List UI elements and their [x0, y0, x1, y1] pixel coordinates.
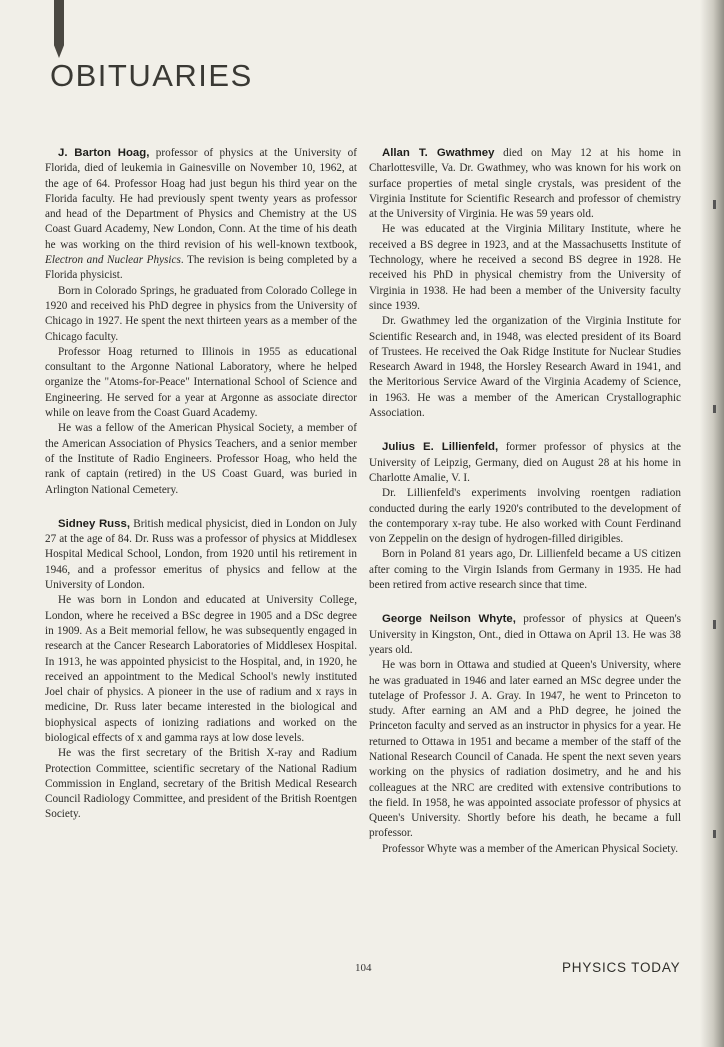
obituary-hoag — [45, 146, 357, 498]
section-title: OBITUARIES — [50, 58, 253, 93]
edge-mark — [713, 405, 716, 413]
book-title: Electron and Nuclear Physics — [45, 254, 181, 267]
obituary-paragraph: Dr. Lillienfeld's experiments involving roentgen radiation conducted during the early 1920's contributed to the development of the contemporary x-ray tube. He also worked with Count Ferdinand von Zeppelin on the design of hydrogen-filled dirigibles. — [369, 487, 681, 546]
obituary-paragraph: J. Barton Hoag, professor of physics at the University of Florida, died of leukemia in Gainesville on November 10, 1962, at the age of 64. Professor Hoag had just begun his third year on the Florida faculty. He had previously spent twenty years as professor and head of the Department of Physics and Chemistry at the US Coast Guard Academy, New London, Conn. At the time of his death he was working on the third revision of his well-known textbook, Electron and Nuclear Physics. The revision is being completed by a Florida physicist. — [45, 147, 357, 282]
journal-name: PHYSICS TODAY — [562, 960, 681, 975]
page-number: 104 — [355, 962, 372, 974]
edge-mark — [713, 830, 716, 838]
right-column — [369, 146, 681, 876]
obituary-paragraph: He was born in London and educated at University College, London, where he received a BSc degree in 1905 and a DSc degree in 1909. As a Beit memorial fellow, he was subsequently engaged in research at the Cancer Research Laboratories of Middlesex Hospital. In 1913, he was appointed physicist to the Hospital, and, in 1920, he received an appointment to the Medical School's newly instituted Joel chair of physics. A pioneer in the use of radium and x rays in medicine, Dr. Russ later became interested in the biological and biophysical aspects of ionizing radiations and worked on the biological effects of x and gamma rays at low dose levels. — [45, 594, 357, 744]
obituary-paragraph: He was a fellow of the American Physical Society, a member of the American Association of Physics Teachers, and a senior member of the Institute of Radio Engineers. Professor Hoag, who held the rank of captain (retired) in the US Coast Guard, was buried in Arlington National Cemetery. — [45, 422, 357, 496]
edge-mark — [713, 200, 716, 209]
obituary-name: Julius E. Lillienfeld, — [382, 441, 499, 454]
obituary-whyte — [369, 612, 681, 857]
edge-mark — [713, 620, 716, 629]
page-edge-shadow — [700, 0, 724, 1047]
obituary-name: Allan T. Gwathmey — [382, 147, 495, 159]
section-marker — [54, 0, 64, 58]
left-column — [45, 146, 357, 842]
obituary-paragraph: Professor Whyte was a member of the American Physical Society. — [382, 842, 679, 855]
obituary-paragraph: Born in Poland 81 years ago, Dr. Lillienfeld became a US citizen after coming to the Virgin Islands from Germany in 1935. He had been retired from active research since that time. — [369, 548, 681, 592]
obituary-name: George Neilson Whyte, — [382, 613, 516, 626]
obituary-name: Sidney Russ, — [58, 517, 130, 530]
obituary-name: J. Barton Hoag, — [58, 147, 150, 159]
obituary-lillienfeld — [369, 440, 681, 593]
obituary-paragraph: Professor Hoag returned to Illinois in 1955 as educational consultant to the Argonne National Laboratory, where he helped organize the "Atoms-for-Peace" International School of Science and Engineering. He served for a year at Argonne as associate director while on leave from the Coast Guard Academy. — [45, 345, 357, 420]
obituary-paragraph: Julius E. Lillienfeld, former professor of physics at the University of Leipzig, Germany, died on August 28 at his home in Charlotte Amalie, V. I. — [369, 441, 681, 484]
obituary-paragraph: He was born in Ottawa and studied at Queen's University, where he was graduated in 1946 and later earned an MSc degree under the tutelage of Professor J. A. Gray. In 1947, he went to Princeton to study. After earning an AM and a PhD degree, he joined the Princeton faculty and served as an instructor in physics for a year. He returned to Ottawa in 1951 and became a member of the staff of the National Research Council of Canada. He spent the next seven years working on the physics of radiation dosimetry, and he and his colleagues at the NRC are credited with extensive contributions to the field. In 1958, he was appointed associate professor of physics at Queen's University. Shortly before his death, he became a full professor. — [369, 659, 681, 840]
obituary-paragraph: Allan T. Gwathmey died on May 12 at his home in Charlottesville, Va. Dr. Gwathmey, who was known for his work on surface properties of metal single crystals, was president of the Virginia Institute for Scientific Research and professor of chemistry at the University of Virginia. He was 59 years old. — [369, 147, 681, 221]
obituary-paragraph: Sidney Russ, British medical physicist, died in London on July 27 at the age of 84. Dr. Russ was a professor of physics at Middlesex Hospital Medical School, London, from 1920 until his retirement in 1946, and a professor emeritus of physics and fellow at the University of London. — [45, 517, 357, 592]
obituary-gwathmey — [369, 146, 681, 421]
obituary-paragraph: George Neilson Whyte, professor of physics at Queen's University in Kingston, Ont., died in Ottawa on April 13. He was 38 years old. — [369, 613, 682, 656]
obituary-paragraph: He was educated at the Virginia Military Institute, where he received a BS degree in 1923, and at the Massachusetts Institute of Technology, where he received a second BS degree in 1928. He received his PhD in physical chemistry from the University of Virginia in 1938. He had been a member of the University faculty since 1939. — [369, 223, 681, 312]
obituary-russ — [45, 517, 357, 823]
obituary-paragraph: Born in Colorado Springs, he graduated from Colorado College in 1920 and received his PhD degree in physics from the University of Chicago in 1927. He spent the next thirteen years as a member of the Chicago faculty. — [45, 284, 357, 343]
obituary-paragraph: Dr. Gwathmey led the organization of the Virginia Institute for Scientific Research and, in 1948, was elected president of its Board of Trustees. He received the Oak Ridge Institute for Nuclear Studies Research Award in 1948, the Horsley Research Award in 1941, and the Meritorious Service Award of the Virginia Academy of Science, in 1963. He was a member of the American Crystallographic Association. — [369, 315, 681, 420]
obituary-paragraph: He was the first secretary of the British X-ray and Radium Protection Committee, scientific secretary of the National Radium Commission in England, secretary of the British Medical Research Council Radiology Committee, and president of the British Roentgen Society. — [45, 747, 357, 821]
